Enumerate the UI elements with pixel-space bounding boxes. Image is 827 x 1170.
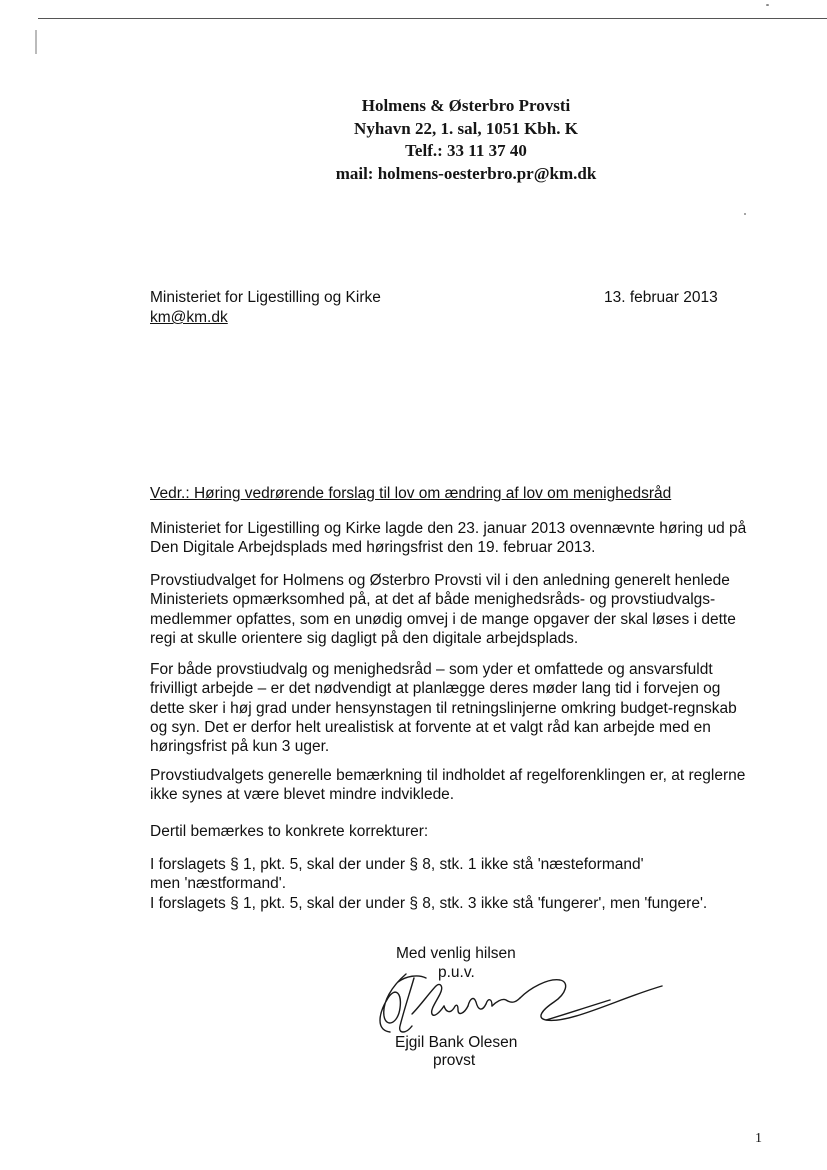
paragraph-line: Ministeriet for Ligestilling og Kirke lagde den 23. januar 2013 ovennævnte høring ud på <box>150 520 747 537</box>
recipient-block <box>150 288 381 328</box>
recipient-email-link[interactable]: km@km.dk <box>150 309 228 326</box>
subject-line: Vedr.: Høring vedrørende forslag til lov om ændring af lov om menighedsråd <box>150 485 672 502</box>
signer-name: Ejgil Bank Olesen <box>395 1034 518 1051</box>
paragraph-line: I forslagets § 1, pkt. 5, skal der under § 8, stk. 3 ikke stå 'fungerer', men 'fungere'. <box>150 894 708 912</box>
paragraph-5 <box>150 822 750 841</box>
paragraph-line: Dertil bemærkes to konkrete korrekturer: <box>150 823 429 840</box>
pv-text: p.u.v. <box>438 964 475 981</box>
scan-speck <box>744 213 746 215</box>
paragraph-line: medlemmer opfattes, som en unødig omvej i de mange opgaver der skal løses i dette <box>150 610 736 628</box>
recipient-name: Ministeriet for Ligestilling og Kirke <box>150 289 381 306</box>
paragraph-line: og syn. Det er derfor helt urealistisk at forvente at et valgt råd kan arbejde med en <box>150 718 711 736</box>
paragraph-line: Ministeriets opmærksomhed på, at det af både menighedsråds- og provstiudvalgs- <box>150 591 716 609</box>
paragraph-1 <box>150 519 750 558</box>
paragraph-6 <box>150 855 750 913</box>
scan-border-line <box>38 18 827 19</box>
paragraph-line: regi at skulle orientere sig dagligt på den digitale arbejdsplads. <box>150 629 579 647</box>
paragraph-line: Provstiudvalget for Holmens og Østerbro Provsti vil i den anledning generelt henlede <box>150 572 730 589</box>
closing-text: Med venlig hilsen <box>396 945 516 962</box>
letterhead-name: Holmens & Østerbro Provsti <box>361 96 571 115</box>
letterhead-mail: mail: holmens-oesterbro.pr@km.dk <box>335 164 597 184</box>
paragraph-line: Provstiudvalgets generelle bemærkning til indholdet af regelforenklingen er, at reglerne <box>150 767 746 784</box>
paragraph-line: dette sker i høj grad under hensynstagen til retningslinjerne omkring budget-regnskab <box>150 699 737 717</box>
paragraph-4 <box>150 766 750 805</box>
paragraph-line: For både provstiudvalg og menighedsråd – som yder et omfattede og ansvarsfuldt <box>150 661 713 678</box>
letterhead <box>0 95 827 186</box>
letter-date: 13. februar 2013 <box>604 289 718 306</box>
paragraph-line: høringsfrist på kun 3 uger. <box>150 738 330 756</box>
paragraph-3 <box>150 660 750 756</box>
letterhead-address: Nyhavn 22, 1. sal, 1051 Kbh. K <box>354 118 578 138</box>
paragraph-line: Den Digitale Arbejdsplads med høringsfrist den 19. februar 2013. <box>150 539 596 557</box>
paragraph-line: ikke synes at være blevet mindre indviklede. <box>150 786 455 804</box>
scan-speck <box>35 30 37 54</box>
paragraph-line: frivilligt arbejde – er det nødvendigt at planlægge deres møder lang tid i forvejen og <box>150 680 721 698</box>
signer-title: provst <box>433 1052 476 1069</box>
letterhead-phone: Telf.: 33 11 37 40 <box>405 141 527 161</box>
page-number: 1 <box>755 1131 762 1146</box>
paragraph-line: men 'næstformand'. <box>150 875 287 893</box>
paragraph-2 <box>150 571 750 648</box>
scan-speck <box>766 4 769 6</box>
paragraph-line: I forslagets § 1, pkt. 5, skal der under § 8, stk. 1 ikke stå 'næsteformand' <box>150 856 644 873</box>
